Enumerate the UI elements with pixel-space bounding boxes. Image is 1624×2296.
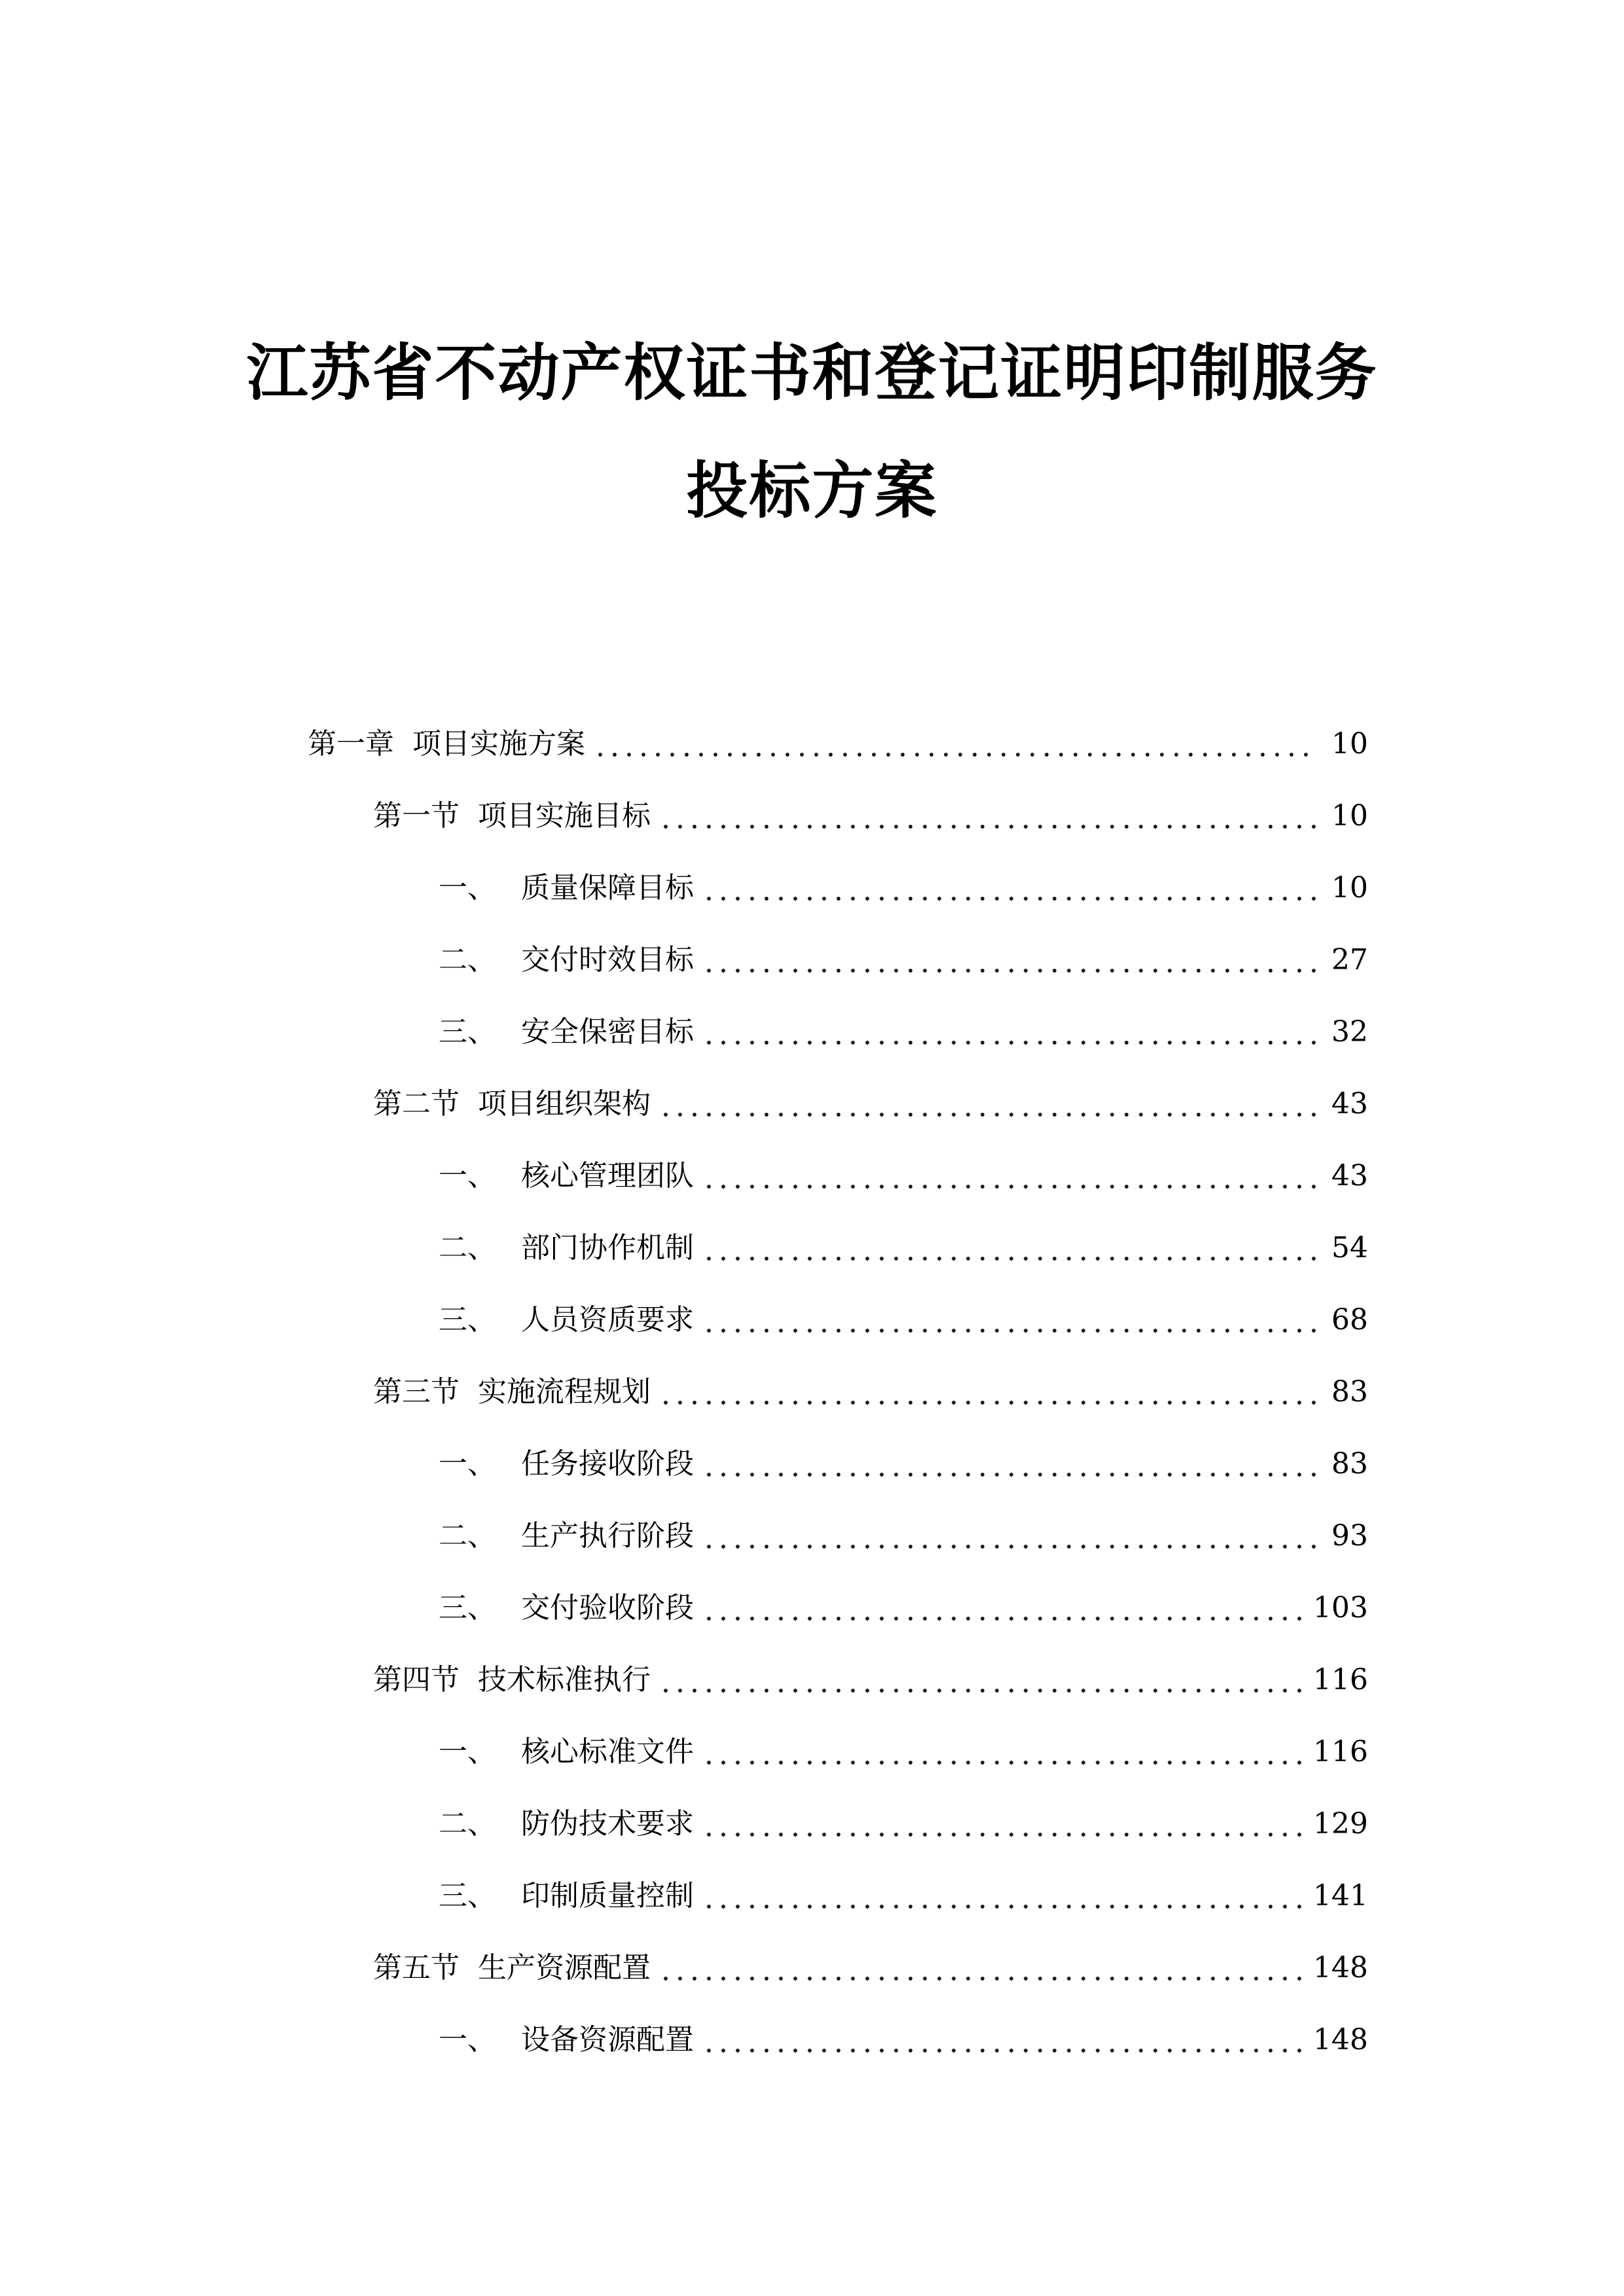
toc-entry-number: 二、 <box>439 1807 496 1840</box>
toc-entry-title: 项目实施方案 <box>412 727 585 761</box>
toc-page-number: 148 <box>1313 1951 1368 1984</box>
table-of-contents <box>308 694 1368 2062</box>
toc-entry-number: 三、 <box>439 1591 496 1624</box>
toc-entry[interactable] <box>308 982 1368 1054</box>
toc-entry-number: 二、 <box>439 943 496 977</box>
toc-entry[interactable] <box>308 1918 1368 1990</box>
toc-entry-number: 一、 <box>439 1735 496 1768</box>
toc-page-number: 129 <box>1313 1807 1368 1840</box>
toc-entry[interactable] <box>308 1774 1368 1846</box>
toc-entry-title: 印制质量控制 <box>521 1879 694 1912</box>
toc-entry-title: 核心标准文件 <box>521 1735 694 1768</box>
toc-dot-leader <box>593 723 1317 766</box>
toc-entry[interactable] <box>308 910 1368 982</box>
toc-entry-title: 设备资源配置 <box>521 2023 694 2056</box>
toc-page-number: 27 <box>1331 943 1368 977</box>
toc-entry-number: 第一章 <box>308 727 394 761</box>
toc-entry-title: 核心管理团队 <box>521 1159 694 1193</box>
toc-dot-leader <box>702 1731 1301 1774</box>
toc-dot-leader <box>702 1227 1317 1270</box>
toc-entry-number: 第五节 <box>373 1951 460 1984</box>
toc-entry-title: 交付验收阶段 <box>521 1591 694 1624</box>
toc-entry[interactable] <box>308 1198 1368 1270</box>
toc-entry-number: 一、 <box>439 871 496 905</box>
toc-entry[interactable] <box>308 1414 1368 1486</box>
toc-page-number: 10 <box>1331 799 1368 833</box>
toc-entry-number: 二、 <box>439 1231 496 1265</box>
toc-dot-leader <box>702 939 1317 982</box>
toc-entry-title: 项目实施目标 <box>478 799 651 833</box>
toc-page-number: 148 <box>1313 2023 1368 2056</box>
toc-page-number: 83 <box>1331 1447 1368 1480</box>
toc-entry-title: 防伪技术要求 <box>521 1807 694 1840</box>
toc-page-number: 141 <box>1313 1879 1368 1912</box>
toc-dot-leader <box>702 1803 1301 1846</box>
toc-entry-title: 交付时效目标 <box>521 943 694 977</box>
toc-entry-number: 一、 <box>439 2023 496 2056</box>
document-subtitle: 投标方案 <box>686 455 938 527</box>
toc-entry-title: 生产资源配置 <box>478 1951 651 1984</box>
toc-entry[interactable] <box>308 1126 1368 1198</box>
toc-dot-leader <box>659 1083 1317 1126</box>
toc-page-number: 54 <box>1331 1231 1368 1265</box>
toc-dot-leader <box>659 795 1317 838</box>
toc-page-number: 10 <box>1331 871 1368 905</box>
toc-entry[interactable] <box>308 1054 1368 1126</box>
toc-entry[interactable] <box>308 1702 1368 1774</box>
toc-entry-number: 一、 <box>439 1447 496 1480</box>
toc-dot-leader <box>702 867 1317 910</box>
toc-page-number: 103 <box>1313 1591 1368 1624</box>
toc-entry-number: 三、 <box>439 1303 496 1336</box>
toc-page-number: 93 <box>1331 1519 1368 1552</box>
toc-entry[interactable] <box>308 1630 1368 1702</box>
toc-entry-number: 第一节 <box>373 799 460 833</box>
toc-entry[interactable] <box>308 766 1368 838</box>
toc-entry-title: 人员资质要求 <box>521 1303 694 1336</box>
toc-entry[interactable] <box>308 1270 1368 1342</box>
toc-dot-leader <box>702 1515 1317 1558</box>
toc-entry-number: 第四节 <box>373 1663 460 1696</box>
toc-entry-number: 第三节 <box>373 1375 460 1408</box>
toc-entry-number: 一、 <box>439 1159 496 1193</box>
toc-entry-title: 项目组织架构 <box>478 1087 651 1121</box>
toc-entry-title: 任务接收阶段 <box>521 1447 694 1480</box>
toc-dot-leader <box>659 1946 1301 1990</box>
toc-dot-leader <box>702 2018 1301 2062</box>
toc-entry-number: 二、 <box>439 1519 496 1552</box>
toc-page-number: 10 <box>1331 727 1368 761</box>
toc-page-number: 32 <box>1331 1015 1368 1049</box>
toc-entry[interactable] <box>308 1486 1368 1558</box>
document-title: 江苏省不动产权证书和登记证明印制服务 <box>246 337 1378 409</box>
toc-dot-leader <box>702 1874 1301 1918</box>
toc-entry-number: 第二节 <box>373 1087 460 1121</box>
toc-entry-title: 技术标准执行 <box>478 1663 651 1696</box>
toc-dot-leader <box>702 1587 1301 1630</box>
toc-dot-leader <box>659 1371 1317 1414</box>
toc-page-number: 43 <box>1331 1087 1368 1121</box>
toc-page-number: 116 <box>1313 1663 1368 1696</box>
toc-dot-leader <box>659 1659 1301 1702</box>
toc-entry[interactable] <box>308 1990 1368 2062</box>
toc-page-number: 83 <box>1331 1375 1368 1408</box>
toc-entry[interactable] <box>308 1558 1368 1630</box>
toc-dot-leader <box>702 1155 1317 1198</box>
toc-entry[interactable] <box>308 1342 1368 1414</box>
toc-page-number: 68 <box>1331 1303 1368 1336</box>
toc-entry-title: 生产执行阶段 <box>521 1519 694 1552</box>
toc-dot-leader <box>702 1299 1317 1342</box>
toc-entry-title: 安全保密目标 <box>521 1015 694 1049</box>
toc-dot-leader <box>702 1011 1317 1054</box>
toc-page-number: 116 <box>1313 1735 1368 1768</box>
toc-entry-title: 部门协作机制 <box>521 1231 694 1265</box>
toc-dot-leader <box>702 1443 1317 1486</box>
toc-page-number: 43 <box>1331 1159 1368 1193</box>
toc-entry-number: 三、 <box>439 1015 496 1049</box>
toc-entry-title: 实施流程规划 <box>478 1375 651 1408</box>
toc-entry[interactable] <box>308 1846 1368 1918</box>
toc-entry-title: 质量保障目标 <box>521 871 694 905</box>
toc-entry-number: 三、 <box>439 1879 496 1912</box>
toc-entry[interactable] <box>308 694 1368 766</box>
toc-entry[interactable] <box>308 838 1368 910</box>
